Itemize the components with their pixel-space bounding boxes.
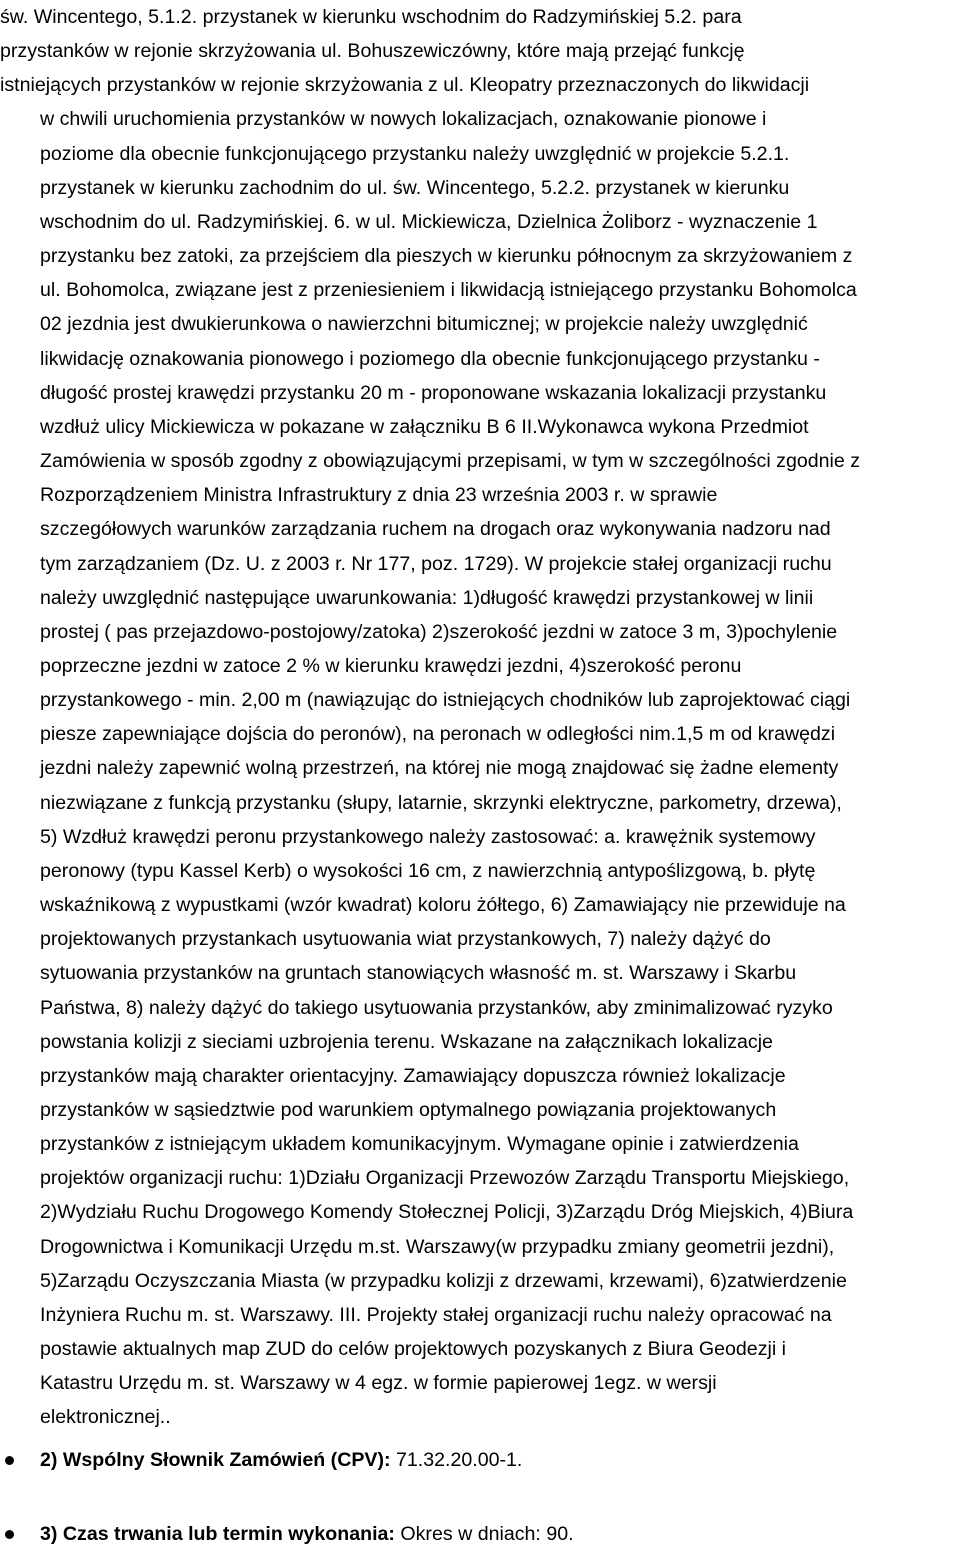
paragraph-line: niezwiązane z funkcją przystanku (słupy, latarnie, skrzynki elektryczne, parkometry, drzewa), xyxy=(40,791,842,814)
paragraph-line: 5)Zarządu Oczyszczania Miasta (w przypadku kolizji z drzewami, krzewami), 6)zatwierdzenie xyxy=(40,1269,847,1292)
paragraph-line: 5) Wzdłuż krawędzi peronu przystankowego należy zastosować: a. krawężnik systemowy xyxy=(40,825,816,848)
bullet-icon xyxy=(5,1530,14,1539)
paragraph-line: poprzeczne jezdni w zatoce 2 % w kierunku krawędzi jezdni, 4)szerokość peronu xyxy=(40,654,742,677)
paragraph-line: przystanków mają charakter orientacyjny. Zamawiający dopuszcza również lokalizacje xyxy=(40,1064,786,1087)
paragraph-line: przystanków z istniejącym układem komunikacyjnym. Wymagane opinie i zatwierdzenia xyxy=(40,1133,799,1156)
paragraph-line: projektów organizacji ruchu: 1)Działu Organizacji Przewozów Zarządu Transportu Miejskiego, xyxy=(40,1167,850,1190)
paragraph-line: długość prostej krawędzi przystanku 20 m - proponowane wskazania lokalizacji przystanku xyxy=(40,381,827,404)
paragraph-line: 2)Wydziału Ruchu Drogowego Komendy Stołecznej Policji, 3)Zarządu Dróg Miejskich, 4)Biura xyxy=(40,1201,854,1224)
paragraph-line: Rozporządzeniem Ministra Infrastruktury z dnia 23 września 2003 r. w sprawie xyxy=(40,484,718,507)
paragraph-line: św. Wincentego, 5.1.2. przystanek w kierunku wschodnim do Radzymińskiej 5.2. para xyxy=(0,6,742,28)
paragraph-line: elektronicznej.. xyxy=(40,1406,171,1429)
paragraph-line: jezdni należy zapewnić wolną przestrzeń, na której nie mogą znajdować się żadne elementy xyxy=(40,757,839,780)
paragraph-line: ul. Bohomolca, związane jest z przeniesieniem i likwidacją istniejącego przystanku Bohomolca xyxy=(40,279,857,302)
paragraph-line: wskaźnikową z wypustkami (wzór kwadrat) koloru żółtego, 6) Zamawiający nie przewiduje na xyxy=(40,894,846,917)
paragraph-line: wzdłuż ulicy Mickiewicza w pokazane w załączniku B 6 II.Wykonawca wykona Przedmiot xyxy=(40,415,809,438)
paragraph-line: prostej ( pas przejazdowo-postojowy/zatoka) 2)szerokość jezdni w zatoce 3 m, 3)pochylenie xyxy=(40,620,838,643)
paragraph-line: należy uwzględnić następujące uwarunkowania: 1)długość krawędzi przystankowej w linii xyxy=(40,586,814,609)
cpv-label: 2) Wspólny Słownik Zamówień (CPV): xyxy=(40,1449,391,1471)
paragraph-line: Zamówienia w sposób zgodny z obowiązującymi przepisami, w tym w szczególności zgodnie z xyxy=(40,450,861,473)
paragraph-line: sytuowania przystanków na gruntach stanowiących własność m. st. Warszawy i Skarbu xyxy=(40,962,797,985)
paragraph-line: tym zarządzaniem (Dz. U. z 2003 r. Nr 177, poz. 1729). W projekcie stałej organizacji ruchu xyxy=(40,552,832,575)
paragraph-line: Inżyniera Ruchu m. st. Warszawy. III. Projekty stałej organizacji ruchu należy opracować na xyxy=(40,1303,832,1326)
duration-value: Okres w dniach: 90. xyxy=(394,1523,574,1545)
list-item-duration xyxy=(0,1517,960,1551)
paragraph-line: przystanków w sąsiedztwie pod warunkiem optymalnego powiązania projektowanych xyxy=(40,1099,777,1121)
paragraph-line: poziome dla obecnie funkcjonującego przystanku należy uwzględnić w projekcie 5.2.1. xyxy=(40,142,790,165)
cpv-value: 71.32.20.00-1. xyxy=(390,1449,523,1471)
paragraph-line: postawie aktualnych map ZUD do celów projektowych pozyskanych z Biura Geodezji i xyxy=(40,1338,786,1361)
paragraph-line: szczegółowych warunków zarządzania ruchem na drogach oraz wykonywania nadzoru nad xyxy=(40,518,831,541)
paragraph-line: 02 jezdnia jest dwukierunkowa o nawierzchni bitumicznej; w projekcie należy uwzględnić xyxy=(40,313,808,336)
paragraph-line: przystanku bez zatoki, za przejściem dla pieszych w kierunku północnym za skrzyżowaniem z xyxy=(40,245,853,268)
bullet-list xyxy=(0,1443,960,1551)
duration-label: 3) Czas trwania lub termin wykonania: xyxy=(40,1523,395,1545)
paragraph-line: Państwa, 8) należy dążyć do takiego usytuowania przystanków, aby zminimalizować ryzyko xyxy=(40,996,833,1019)
paragraph-line: piesze zapewniające dojścia do peronów), na peronach w odległości nim.1,5 m od krawędzi xyxy=(40,723,836,746)
bullet-icon xyxy=(5,1456,14,1465)
paragraph-line: likwidację oznakowania pionowego i poziomego dla obecnie funkcjonującego przystanku - xyxy=(40,347,820,370)
paragraph-line: projektowanych przystankach usytuowania wiat przystankowych, 7) należy dążyć do xyxy=(40,928,771,951)
paragraph-line: powstania kolizji z sieciami uzbrojenia terenu. Wskazane na załącznikach lokalizacje xyxy=(40,1030,773,1053)
paragraph-line: przystanek w kierunku zachodnim do ul. św. Wincentego, 5.2.2. przystanek w kierunku xyxy=(40,176,790,199)
paragraph-line: przystanków w rejonie skrzyżowania ul. Bohuszewiczówny, które mają przejąć funkcję xyxy=(0,40,745,63)
paragraph-line: peronowy (typu Kassel Kerb) o wysokości 16 cm, z nawierzchnią antypoślizgową, b. płytę xyxy=(40,859,816,882)
paragraph-line: wschodnim do ul. Radzymińskiej. 6. w ul. Mickiewicza, Dzielnica Żoliborz - wyznaczenie 1 xyxy=(40,210,818,233)
paragraph-line: przystankowego - min. 2,00 m (nawiązując do istniejących chodników lub zaprojektować ciągi xyxy=(40,689,851,712)
list-item-cpv xyxy=(0,1443,960,1477)
paragraph-line: Drogownictwa i Komunikacji Urzędu m.st. Warszawy(w przypadku zmiany geometrii jezdni), xyxy=(40,1235,835,1258)
paragraph-line: w chwili uruchomienia przystanków w nowych lokalizacjach, oznakowanie pionowe i xyxy=(40,108,767,131)
paragraph-line: Katastru Urzędu m. st. Warszawy w 4 egz. w formie papierowej 1egz. w wersji xyxy=(40,1372,717,1395)
paragraph-line: istniejących przystanków w rejonie skrzyżowania z ul. Kleopatry przeznaczonych do likwidacji xyxy=(0,74,810,97)
